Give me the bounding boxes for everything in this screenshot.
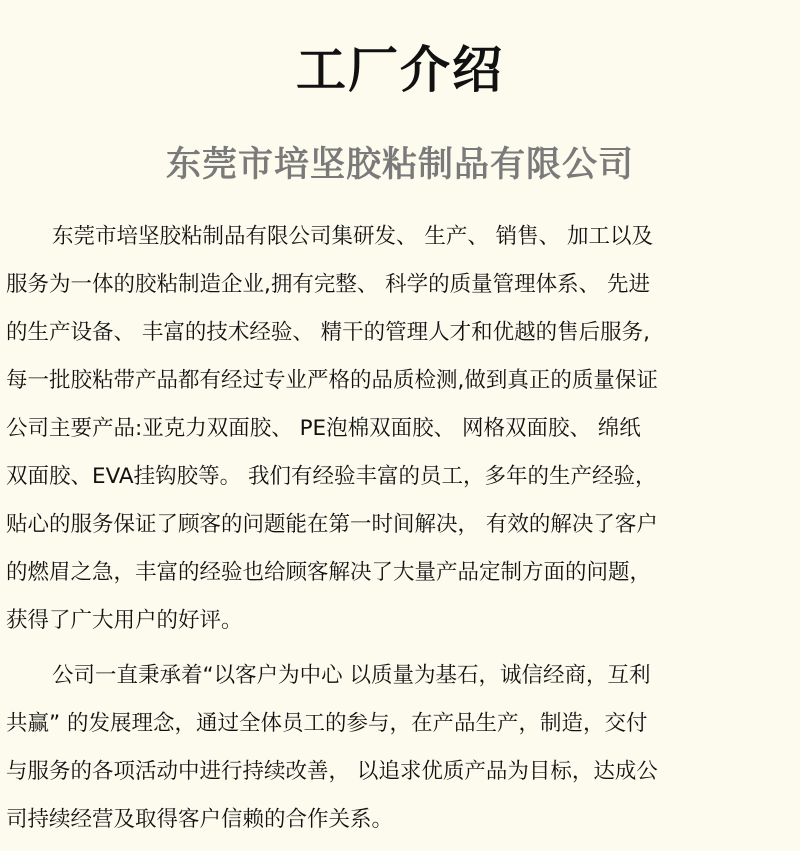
- intro-paragraph: [6, 213, 796, 645]
- text-line: 服务为一体的胶粘制造企业,拥有完整、 科学的质量管理体系、 先进: [6, 272, 651, 297]
- philosophy-paragraph: [6, 652, 796, 844]
- text-line: 公司主要产品:亚克力双面胶、 PE泡棉双面胶、 网格双面胶、 绵纸: [6, 416, 641, 441]
- text-line: 双面胶、EVA挂钩胶等。 我们有经验丰富的员工，多年的生产经验，: [6, 464, 657, 489]
- text-line: 共赢” 的发展理念，通过全体员工的参与，在产品生产，制造，交付: [6, 711, 648, 736]
- page-title: 工厂介绍: [296, 41, 504, 99]
- text-line: 司持续经营及取得客户信赖的合作关系。: [6, 807, 394, 832]
- text-line: 的生产设备、 丰富的技术经验、 精干的管理人才和优越的售后服务,: [6, 320, 651, 345]
- text-line: 的燃眉之急，丰富的经验也给顾客解决了大量产品定制方面的问题，: [6, 560, 652, 585]
- text-line: 贴心的服务保证了顾客的问题能在第一时间解决， 有效的解决了客户: [6, 512, 658, 537]
- company-name-heading: 东莞市培坚胶粘制品有限公司: [165, 145, 634, 185]
- text-line: 东莞市培坚胶粘制品有限公司集研发、 生产、 销售、 加工以及: [52, 224, 654, 249]
- text-line: 获得了广大用户的好评。: [6, 608, 243, 633]
- text-line: 公司一直秉承着“以客户为中心 以质量为基石，诚信经商，互利: [52, 663, 651, 688]
- text-line: 与服务的各项活动中进行持续改善， 以追求优质产品为目标，达成公: [6, 759, 658, 784]
- text-line: 每一批胶粘带产品都有经过专业严格的品质检测,做到真正的质量保证: [6, 368, 658, 393]
